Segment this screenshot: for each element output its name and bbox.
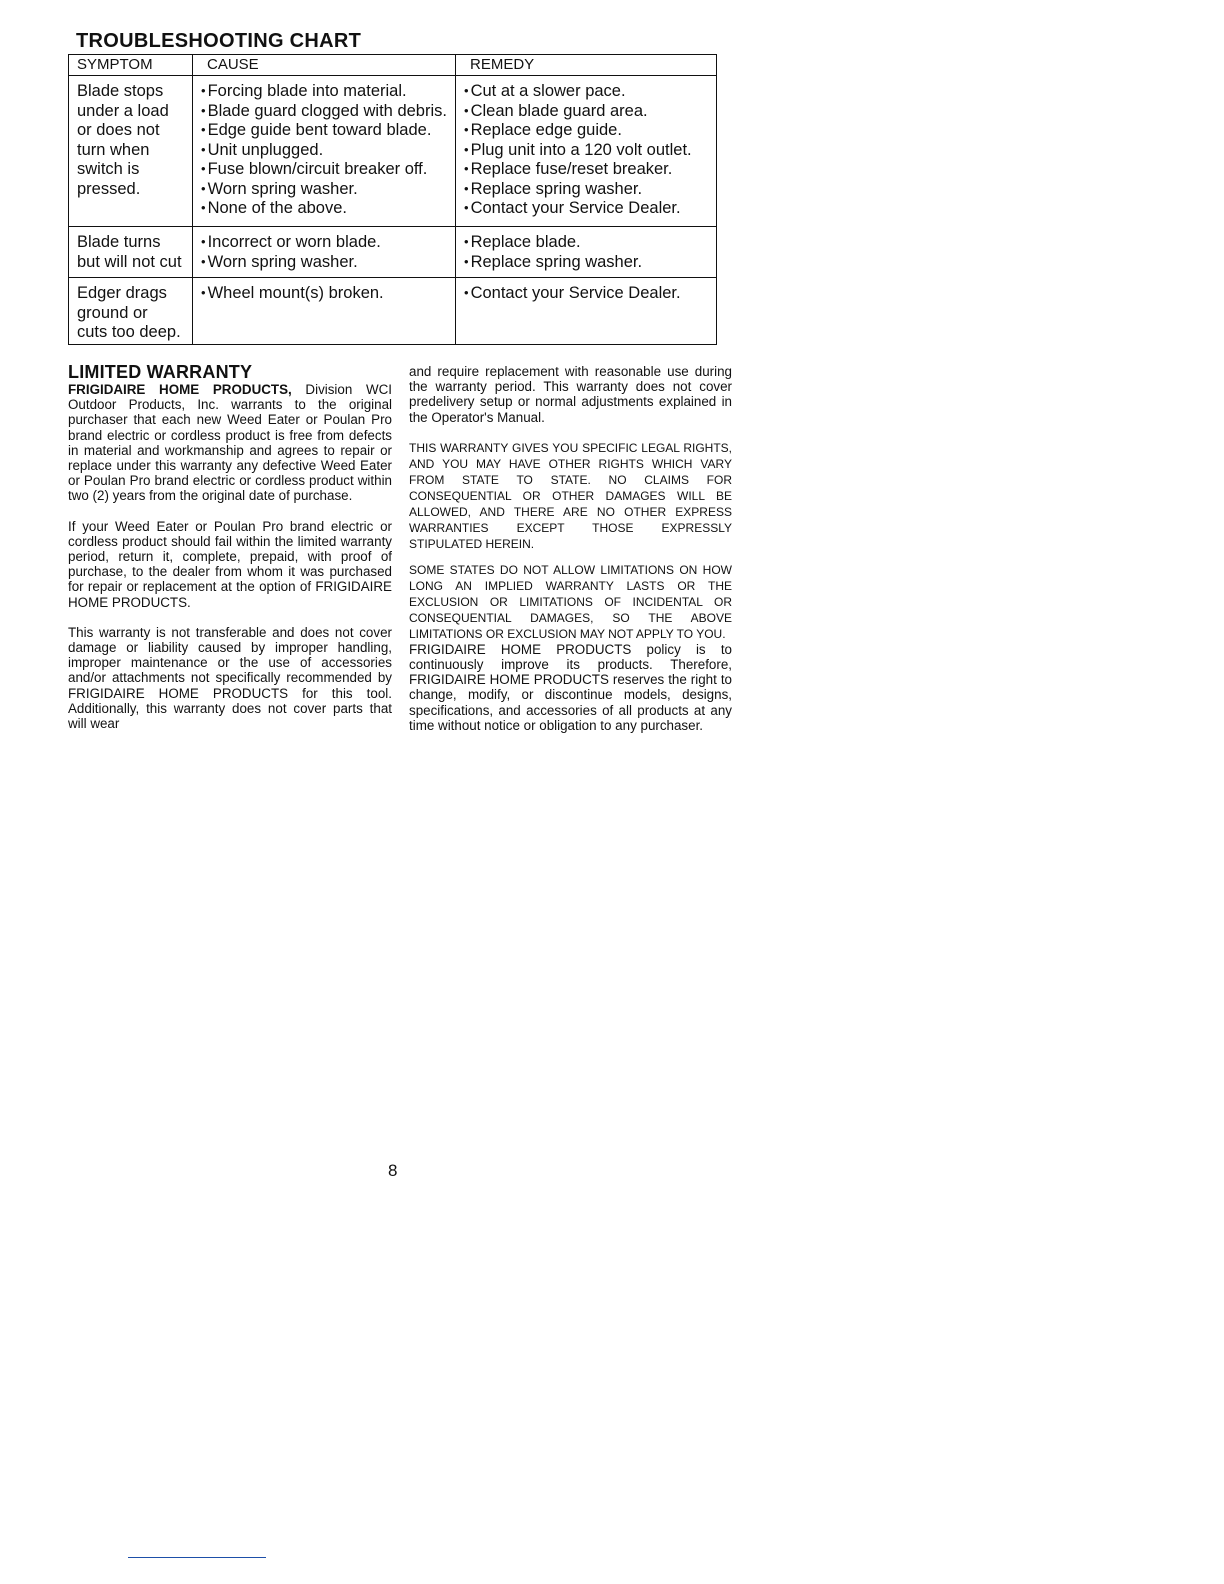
cause-item xyxy=(201,160,455,180)
cause-item xyxy=(201,82,455,102)
bullet-icon: • xyxy=(201,141,206,157)
remedy-item xyxy=(464,141,716,161)
troubleshooting-chart-title: TROUBLESHOOTING CHART xyxy=(76,30,362,52)
warranty-paragraph-5: FRIGIDAIRE HOME PRODUCTS policy is to continuously improve its products. Therefore, FRIGIDAIRE HOME PRODUCTS reserves the right to change, modify, or discontinue models, designs, specifications, and accessories of all products at any time without notice or obligation to any purchaser. xyxy=(409,641,732,733)
header-cause: CAUSE xyxy=(193,55,456,76)
bullet-icon: • xyxy=(464,83,469,98)
bullet-icon: • xyxy=(464,285,469,300)
bullet-icon: • xyxy=(464,161,469,176)
bullet-icon: • xyxy=(201,285,206,300)
remedy-item xyxy=(464,121,716,141)
cause-item xyxy=(201,180,455,200)
bullet-icon: • xyxy=(464,141,469,157)
remedy-text: Replace edge guide. xyxy=(470,121,622,139)
remedy-cell xyxy=(456,76,717,227)
troubleshooting-table xyxy=(68,54,717,345)
bullet-icon: • xyxy=(201,180,206,196)
cause-text: None of the above. xyxy=(207,199,347,217)
remedy-text: Replace spring washer. xyxy=(470,252,643,271)
bullet-icon: • xyxy=(464,234,469,249)
remedy-text: Replace blade. xyxy=(470,233,581,251)
bullet-icon: • xyxy=(464,200,469,215)
remedy-item xyxy=(464,233,716,253)
cause-text: Wheel mount(s) broken. xyxy=(207,284,384,302)
remedy-item xyxy=(464,102,716,122)
cause-text: Worn spring washer. xyxy=(207,252,358,271)
remedy-text: Replace spring washer. xyxy=(470,179,643,198)
bullet-icon: • xyxy=(201,200,206,215)
warranty-state-limitations-notice: SOME STATES DO NOT ALLOW LIMITATIONS ON HOW LONG AN IMPLIED WARRANTY LASTS OR THE EXCLUSION OR LIMITATIONS OF INCIDENTAL OR CONSEQUENTIAL DAMAGES, SO THE ABOVE LIMITATIONS OR EXCLUSION MAY NOT APPLY TO YOU. xyxy=(409,562,732,641)
bullet-icon: • xyxy=(201,161,206,176)
cause-cell xyxy=(193,227,456,278)
cause-text: Incorrect or worn blade. xyxy=(207,233,381,251)
cause-text: Unit unplugged. xyxy=(207,140,324,159)
cause-text: Forcing blade into material. xyxy=(207,82,407,100)
symptom-cell xyxy=(69,76,193,227)
cause-item xyxy=(201,141,455,161)
cause-cell xyxy=(193,278,456,345)
remedy-text: Clean blade guard area. xyxy=(470,101,648,120)
table-header-row xyxy=(69,55,717,76)
cause-item xyxy=(201,233,455,253)
remedy-item xyxy=(464,253,716,273)
cause-text: Worn spring washer. xyxy=(207,179,358,198)
cause-text: Blade guard clogged with debris. xyxy=(207,101,447,120)
warranty-left-column xyxy=(68,362,392,731)
cause-item xyxy=(201,199,455,219)
warranty-right-column xyxy=(409,364,732,733)
remedy-item xyxy=(464,199,716,219)
warranty-paragraph-2: If your Weed Eater or Poulan Pro brand electric or cordless product should fail within the limited warranty period, return it, complete, prepaid, with proof of purchase, to the dealer from whom it was purchased for repair or replacement at the option of FRIGIDAIRE HOME PRODUCTS. xyxy=(68,518,392,610)
warranty-paragraph-1 xyxy=(68,382,392,504)
warranty-legal-rights-notice: THIS WARRANTY GIVES YOU SPECIFIC LEGAL RIGHTS, AND YOU MAY HAVE OTHER RIGHTS WHICH VARY FROM STATE TO STATE. NO CLAIMS FOR CONSEQUENTIAL OR OTHER DAMAGES WILL BE ALLOWED, AND THERE ARE NO OTHER EXPRESS WARRANTIES EXCEPT THOSE EXPRESSLY STIPULATED HEREIN. xyxy=(409,440,732,551)
remedy-item xyxy=(464,180,716,200)
symptom-line: or does not xyxy=(77,121,160,139)
cause-cell xyxy=(193,76,456,227)
symptom-line: ground or xyxy=(77,303,148,322)
symptom-line: pressed. xyxy=(77,179,141,198)
cause-item xyxy=(201,253,455,273)
symptom-line: turn when xyxy=(77,140,150,159)
bullet-icon: • xyxy=(201,253,206,269)
remedy-text: Contact your Service Dealer. xyxy=(470,199,681,217)
warranty-paragraph-1-text: Division WCI Outdoor Products, Inc. warrants to the original purchaser that each new Weed Eater or Poulan Pro brand electric or cordless product is free from defects in material and workmanship and agrees to repair or replace under this warranty any defective Weed Eater or Poulan Pro brand electric or cordless product within two (2) years from the original date of purchase. xyxy=(68,382,392,504)
table-row xyxy=(69,278,717,345)
table-row xyxy=(69,76,717,227)
bullet-icon: • xyxy=(464,180,469,196)
cause-item xyxy=(201,284,455,304)
bottom-rule xyxy=(128,1557,266,1558)
bullet-icon: • xyxy=(201,83,206,98)
remedy-item xyxy=(464,82,716,102)
bullet-icon: • xyxy=(464,122,469,137)
symptom-line: Blade turns xyxy=(77,233,161,251)
cause-text: Edge guide bent toward blade. xyxy=(207,121,432,139)
remedy-cell xyxy=(456,278,717,345)
remedy-text: Cut at a slower pace. xyxy=(470,82,626,100)
cause-item xyxy=(201,121,455,141)
warranty-paragraph-3: This warranty is not transferable and does not cover damage or liability caused by improper handling, improper maintenance or the use of accessories and/or attachments not specifically recommended by FRIGIDAIRE HOME PRODUCTS for this tool. Additionally, this warranty does not cover parts that will wear xyxy=(68,624,392,732)
remedy-text: Plug unit into a 120 volt outlet. xyxy=(470,140,692,159)
remedy-text: Replace fuse/reset breaker. xyxy=(470,160,673,178)
bullet-icon: • xyxy=(464,102,469,118)
symptom-line: but will not cut xyxy=(77,252,182,271)
symptom-line: cuts too deep. xyxy=(77,323,181,341)
cause-item xyxy=(201,102,455,122)
warranty-heading: LIMITED WARRANTY xyxy=(68,362,253,382)
warranty-company-name: FRIGIDAIRE HOME PRODUCTS, xyxy=(68,382,292,397)
remedy-item xyxy=(464,284,716,304)
bullet-icon: • xyxy=(464,253,469,269)
bullet-icon: • xyxy=(201,102,206,118)
header-remedy: REMEDY xyxy=(456,55,717,76)
symptom-line: Edger drags xyxy=(77,284,167,302)
remedy-item xyxy=(464,160,716,180)
symptom-cell xyxy=(69,227,193,278)
symptom-cell xyxy=(69,278,193,345)
remedy-text: Contact your Service Dealer. xyxy=(470,284,681,302)
cause-text: Fuse blown/circuit breaker off. xyxy=(207,160,428,178)
remedy-cell xyxy=(456,227,717,278)
symptom-line: Blade stops xyxy=(77,82,164,100)
bullet-icon: • xyxy=(201,122,206,137)
bullet-icon: • xyxy=(201,234,206,249)
page-number: 8 xyxy=(388,1161,398,1180)
symptom-line: switch is xyxy=(77,160,140,178)
header-symptom: SYMPTOM xyxy=(69,55,193,76)
warranty-paragraph-4: and require replacement with reasonable use during the warranty period. This warranty does not cover predelivery setup or normal adjustments explained in the Operator's Manual. xyxy=(409,364,732,425)
symptom-line: under a load xyxy=(77,101,169,120)
table-row xyxy=(69,227,717,278)
